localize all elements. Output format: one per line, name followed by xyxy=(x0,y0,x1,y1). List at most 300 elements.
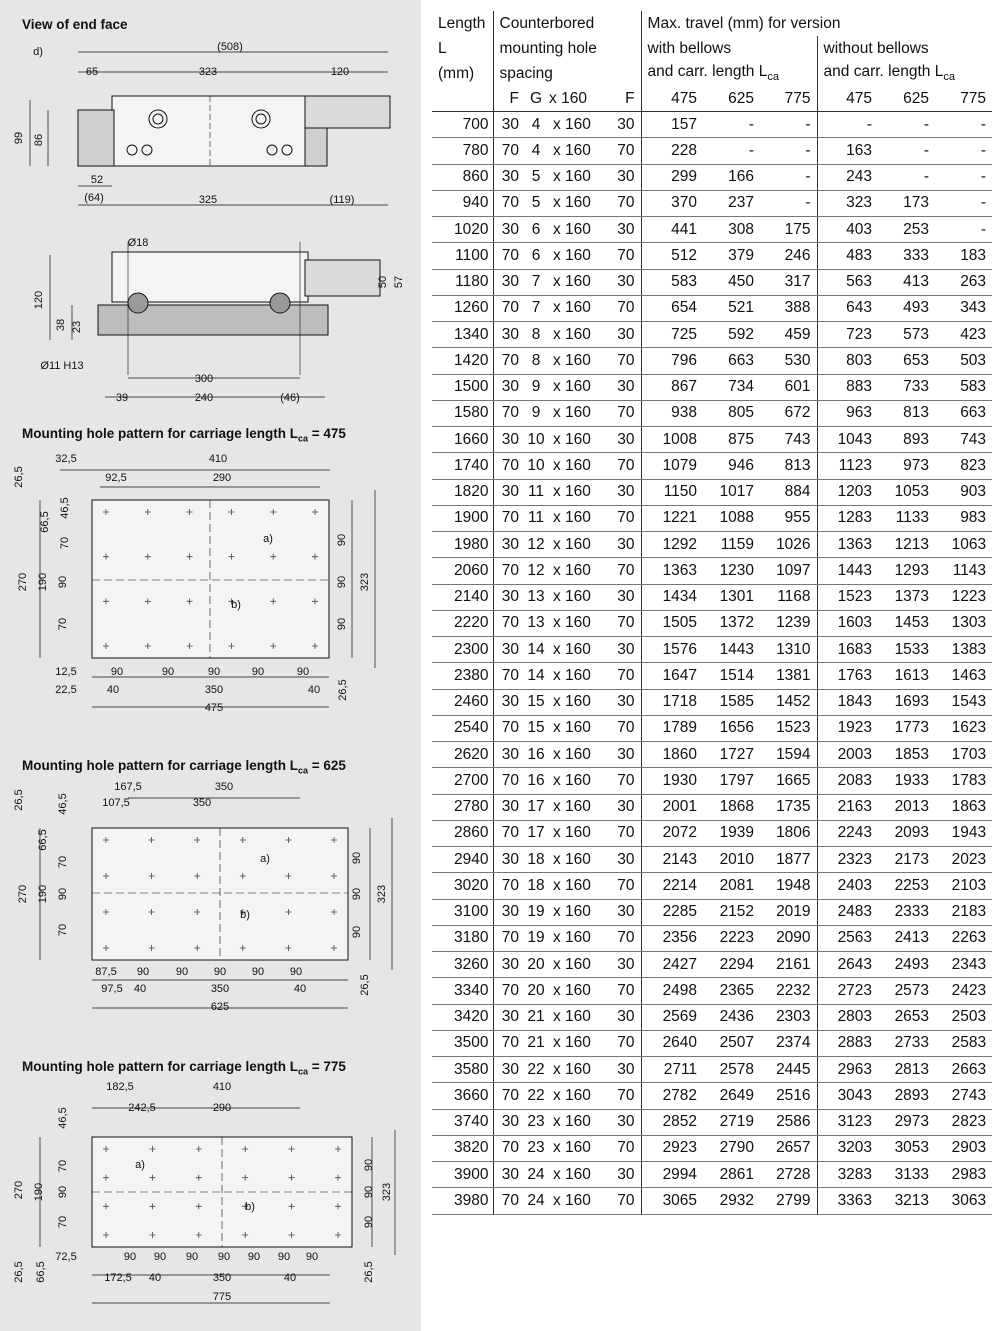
cell: 2081 xyxy=(703,873,760,899)
dimension-label: 70 xyxy=(57,923,69,937)
cell: 1948 xyxy=(760,873,817,899)
cell: 30 xyxy=(589,1057,641,1083)
cell: 2963 xyxy=(817,1057,878,1083)
dimension-label: 350 xyxy=(210,983,230,995)
dimension-label: 90 xyxy=(57,887,69,901)
hdr-spacing-3: spacing xyxy=(493,61,641,86)
cell: 2001 xyxy=(641,794,703,820)
cell: 663 xyxy=(703,348,760,374)
cell: 30 xyxy=(493,1162,525,1188)
dimension-label: 26,5 xyxy=(13,789,25,811)
table-row xyxy=(432,768,992,794)
cell: 2507 xyxy=(703,1030,760,1056)
cell: 1420 xyxy=(432,348,493,374)
cell: 1900 xyxy=(432,505,493,531)
cell: 2799 xyxy=(760,1188,817,1214)
table-row xyxy=(432,1188,992,1214)
cell: 70 xyxy=(493,190,525,216)
cell: x 160 xyxy=(547,427,589,453)
cell: 2852 xyxy=(641,1109,703,1135)
cell: 2860 xyxy=(432,820,493,846)
cell: 30 xyxy=(589,479,641,505)
cell: 459 xyxy=(760,322,817,348)
table-row xyxy=(432,1083,992,1109)
cell: 70 xyxy=(493,1135,525,1161)
cell: 3820 xyxy=(432,1135,493,1161)
cell: - xyxy=(878,164,935,190)
cell: 30 xyxy=(589,427,641,453)
dimension-label: d) xyxy=(33,46,43,58)
dimension-label: 40 xyxy=(283,1272,297,1284)
cell: 1363 xyxy=(817,532,878,558)
dimension-label: 350 xyxy=(214,781,234,793)
cell: 1230 xyxy=(703,558,760,584)
dimension-label: 97,5 xyxy=(101,983,123,995)
table-row xyxy=(432,925,992,951)
dimension-label: 66,5 xyxy=(35,1261,47,1283)
cell: 2365 xyxy=(703,978,760,1004)
cell: 11 xyxy=(525,479,547,505)
cell: x 160 xyxy=(547,1162,589,1188)
cell: 237 xyxy=(703,190,760,216)
cell: 1939 xyxy=(703,820,760,846)
cell: 2711 xyxy=(641,1057,703,1083)
cell: 2003 xyxy=(817,742,878,768)
pattern-475-title: Mounting hole pattern for carriage length $L_{ca} = 475$ xyxy=(22,426,346,444)
hdr-G: G xyxy=(525,86,547,112)
cell: 1980 xyxy=(432,532,493,558)
cell: 2060 xyxy=(432,558,493,584)
cell: 317 xyxy=(760,269,817,295)
cell: 8 xyxy=(525,322,547,348)
dimension-label: 92,5 xyxy=(105,472,127,484)
table-row xyxy=(432,558,992,584)
dimension-label: 90 xyxy=(207,666,221,678)
cell: x 160 xyxy=(547,663,589,689)
cell: 1303 xyxy=(935,610,992,636)
dimension-label: b) xyxy=(245,1201,255,1213)
dimension-label: a) xyxy=(263,533,273,545)
cell: 1543 xyxy=(935,689,992,715)
cell: 2323 xyxy=(817,847,878,873)
cell: 70 xyxy=(493,873,525,899)
cell: 1017 xyxy=(703,479,760,505)
table-row xyxy=(432,637,992,663)
cell: 1943 xyxy=(935,820,992,846)
cell: 14 xyxy=(525,637,547,663)
dimension-label: 410 xyxy=(208,453,228,465)
cell: 963 xyxy=(817,400,878,426)
cell: 450 xyxy=(703,269,760,295)
cell: 30 xyxy=(493,374,525,400)
cell: 2493 xyxy=(878,952,935,978)
cell: 2861 xyxy=(703,1162,760,1188)
cell: 70 xyxy=(589,820,641,846)
cell: 30 xyxy=(589,689,641,715)
cell: 723 xyxy=(817,322,878,348)
cell: 1853 xyxy=(878,742,935,768)
dimension-label: (64) xyxy=(84,192,104,204)
cell: 388 xyxy=(760,295,817,321)
cell: 70 xyxy=(589,1188,641,1214)
cell: 2140 xyxy=(432,584,493,610)
cell: x 160 xyxy=(547,1030,589,1056)
dimension-label: 86 xyxy=(33,133,45,147)
hdr-carr-length-without: and carr. length $L_{ca}$ xyxy=(817,61,992,86)
cell: 1100 xyxy=(432,243,493,269)
cell: 1797 xyxy=(703,768,760,794)
dimension-label: 90 xyxy=(251,666,265,678)
dimension-label: 50 xyxy=(377,275,389,289)
cell: 24 xyxy=(525,1188,547,1214)
cell: 5 xyxy=(525,190,547,216)
cell: 2983 xyxy=(935,1162,992,1188)
cell: 70 xyxy=(589,1135,641,1161)
hdr-x160: x 160 xyxy=(547,86,589,112)
cell: 2640 xyxy=(641,1030,703,1056)
cell: 1434 xyxy=(641,584,703,610)
cell: 1505 xyxy=(641,610,703,636)
cell: x 160 xyxy=(547,348,589,374)
cell: 2503 xyxy=(935,1004,992,1030)
cell: 1079 xyxy=(641,453,703,479)
cell: 938 xyxy=(641,400,703,426)
cell: 30 xyxy=(589,1109,641,1135)
dimension-label: 270 xyxy=(17,884,29,904)
cell: 601 xyxy=(760,374,817,400)
cell: 2883 xyxy=(817,1030,878,1056)
cell: x 160 xyxy=(547,505,589,531)
cell: 2232 xyxy=(760,978,817,1004)
dimension-label: 90 xyxy=(123,1251,137,1263)
cell: 725 xyxy=(641,322,703,348)
cell: 70 xyxy=(589,505,641,531)
cell: 1213 xyxy=(878,532,935,558)
dimension-label: 57 xyxy=(393,275,405,289)
table-row xyxy=(432,820,992,846)
dimension-label: 66,5 xyxy=(37,829,49,851)
cell: 1523 xyxy=(817,584,878,610)
cell: 18 xyxy=(525,847,547,873)
dimension-label: 323 xyxy=(381,1182,393,1202)
cell: 22 xyxy=(525,1083,547,1109)
dimension-label: 90 xyxy=(136,966,150,978)
cell: 796 xyxy=(641,348,703,374)
dimension-label: 87,5 xyxy=(95,966,117,978)
table-row xyxy=(432,1109,992,1135)
cell: 70 xyxy=(589,873,641,899)
cell: 884 xyxy=(760,479,817,505)
dimension-label: 120 xyxy=(33,290,45,310)
cell: 70 xyxy=(589,190,641,216)
cell: 30 xyxy=(493,899,525,925)
dimension-label: 90 xyxy=(296,666,310,678)
table-row xyxy=(432,217,992,243)
cell: 1292 xyxy=(641,532,703,558)
hdr-without-bellows: without bellows xyxy=(817,36,992,61)
cell: 780 xyxy=(432,138,493,164)
cell: 563 xyxy=(817,269,878,295)
hdr-len-475-b: 475 xyxy=(817,86,878,112)
dimension-label: 40 xyxy=(133,983,147,995)
cell: 5 xyxy=(525,164,547,190)
cell: x 160 xyxy=(547,164,589,190)
dimension-label: 65 xyxy=(85,66,99,78)
cell: 2343 xyxy=(935,952,992,978)
cell: 30 xyxy=(589,637,641,663)
cell: 323 xyxy=(817,190,878,216)
cell: 2583 xyxy=(935,1030,992,1056)
cell: 30 xyxy=(493,532,525,558)
cell: 30 xyxy=(589,742,641,768)
cell: 30 xyxy=(493,217,525,243)
cell: x 160 xyxy=(547,584,589,610)
cell: 70 xyxy=(493,715,525,741)
table-row xyxy=(432,295,992,321)
cell: 2173 xyxy=(878,847,935,873)
cell: 7 xyxy=(525,295,547,321)
cell: x 160 xyxy=(547,269,589,295)
dimension-label: 300 xyxy=(194,373,214,385)
cell: 530 xyxy=(760,348,817,374)
cell: 3043 xyxy=(817,1083,878,1109)
cell: 10 xyxy=(525,427,547,453)
cell: 1868 xyxy=(703,794,760,820)
cell: x 160 xyxy=(547,400,589,426)
cell: - xyxy=(935,217,992,243)
dimension-label: 323 xyxy=(198,66,218,78)
cell: x 160 xyxy=(547,820,589,846)
dimension-label: 38 xyxy=(55,318,67,332)
cell: 512 xyxy=(641,243,703,269)
cell: 70 xyxy=(589,295,641,321)
hdr-F2: F xyxy=(589,86,641,112)
cell: 2010 xyxy=(703,847,760,873)
hdr-len-775-a: 775 xyxy=(760,86,817,112)
cell: 30 xyxy=(493,689,525,715)
cell: x 160 xyxy=(547,952,589,978)
cell: 70 xyxy=(493,453,525,479)
cell: x 160 xyxy=(547,899,589,925)
cell: 1020 xyxy=(432,217,493,243)
cell: 30 xyxy=(589,217,641,243)
cell: 583 xyxy=(935,374,992,400)
cell: 1533 xyxy=(878,637,935,663)
cell: 2723 xyxy=(817,978,878,1004)
cell: 2263 xyxy=(935,925,992,951)
dimension-label: 12,5 xyxy=(55,666,77,678)
dimension-label: 350 xyxy=(212,1272,232,1284)
cell: 1026 xyxy=(760,532,817,558)
hdr-len-625-a: 625 xyxy=(703,86,760,112)
cell: 30 xyxy=(493,1057,525,1083)
cell: 2072 xyxy=(641,820,703,846)
cell: x 160 xyxy=(547,742,589,768)
cell: - xyxy=(703,112,760,138)
dimension-label: 90 xyxy=(247,1251,261,1263)
cell: 2333 xyxy=(878,899,935,925)
cell: 70 xyxy=(589,768,641,794)
cell: 1727 xyxy=(703,742,760,768)
dimension-label: 90 xyxy=(305,1251,319,1263)
table-row xyxy=(432,427,992,453)
hdr-spacing-1: Counterbored xyxy=(493,11,641,36)
cell: 173 xyxy=(878,190,935,216)
cell: 2563 xyxy=(817,925,878,951)
dimension-label: 172,5 xyxy=(104,1272,132,1284)
cell: 2653 xyxy=(878,1004,935,1030)
pattern-775-title: Mounting hole pattern for carriage length $L_{ca} = 775$ xyxy=(22,1059,346,1077)
cell: 1133 xyxy=(878,505,935,531)
dimension-label: 90 xyxy=(251,966,265,978)
cell: 1843 xyxy=(817,689,878,715)
cell: 30 xyxy=(493,112,525,138)
cell: 70 xyxy=(493,348,525,374)
cell: 2183 xyxy=(935,899,992,925)
table-row xyxy=(432,112,992,138)
cell: - xyxy=(935,138,992,164)
cell: 3363 xyxy=(817,1188,878,1214)
cell: 1773 xyxy=(878,715,935,741)
cell: 2483 xyxy=(817,899,878,925)
dimension-label: 32,5 xyxy=(55,453,77,465)
cell: 2663 xyxy=(935,1057,992,1083)
dimension-label: 270 xyxy=(13,1180,25,1200)
cell: 1580 xyxy=(432,400,493,426)
cell: 1613 xyxy=(878,663,935,689)
cell: 30 xyxy=(493,164,525,190)
hdr-length-2: L xyxy=(438,39,447,57)
cell: 23 xyxy=(525,1109,547,1135)
cell: 12 xyxy=(525,558,547,584)
cell: 20 xyxy=(525,978,547,1004)
cell: 2782 xyxy=(641,1083,703,1109)
cell: 70 xyxy=(589,558,641,584)
table-row xyxy=(432,1135,992,1161)
dimension-label: 46,5 xyxy=(59,497,71,519)
cell: 16 xyxy=(525,768,547,794)
cell: x 160 xyxy=(547,479,589,505)
cell: 2932 xyxy=(703,1188,760,1214)
cell: 592 xyxy=(703,322,760,348)
cell: x 160 xyxy=(547,558,589,584)
cell: 2733 xyxy=(878,1030,935,1056)
cell: 6 xyxy=(525,217,547,243)
cell: 70 xyxy=(493,768,525,794)
cell: 70 xyxy=(493,978,525,1004)
cell: 70 xyxy=(493,295,525,321)
dimension-label: 90 xyxy=(110,666,124,678)
dimension-label: Ø11 H13 xyxy=(40,360,84,372)
cell: 1783 xyxy=(935,768,992,794)
dimension-label: a) xyxy=(260,853,270,865)
cell: 1088 xyxy=(703,505,760,531)
cell: 4 xyxy=(525,112,547,138)
cell: - xyxy=(935,112,992,138)
cell: 2573 xyxy=(878,978,935,1004)
cell: 2903 xyxy=(935,1135,992,1161)
table-row xyxy=(432,689,992,715)
cell: 13 xyxy=(525,584,547,610)
cell: 860 xyxy=(432,164,493,190)
cell: 228 xyxy=(641,138,703,164)
dimension-label: 90 xyxy=(351,925,363,939)
cell: 3065 xyxy=(641,1188,703,1214)
cell: 643 xyxy=(817,295,878,321)
cell: 573 xyxy=(878,322,935,348)
cell: 12 xyxy=(525,532,547,558)
cell: 2427 xyxy=(641,952,703,978)
dimension-label: 70 xyxy=(57,1159,69,1173)
cell: 7 xyxy=(525,269,547,295)
dimension-label: 90 xyxy=(351,851,363,865)
cell: 1585 xyxy=(703,689,760,715)
table-row xyxy=(432,190,992,216)
cell: 166 xyxy=(703,164,760,190)
dimension-label: 350 xyxy=(204,684,224,696)
dimension-label: 70 xyxy=(57,1215,69,1229)
cell: 813 xyxy=(760,453,817,479)
cell: 3133 xyxy=(878,1162,935,1188)
cell: 1452 xyxy=(760,689,817,715)
dimension-label: 475 xyxy=(204,702,224,714)
cell: x 160 xyxy=(547,1109,589,1135)
cell: 70 xyxy=(589,453,641,479)
cell: 1443 xyxy=(703,637,760,663)
technical-drawings xyxy=(0,0,421,1331)
table-row xyxy=(432,164,992,190)
cell: 3180 xyxy=(432,925,493,951)
cell: 1740 xyxy=(432,453,493,479)
cell: 3420 xyxy=(432,1004,493,1030)
cell: 70 xyxy=(493,138,525,164)
cell: 973 xyxy=(878,453,935,479)
cell: 1603 xyxy=(817,610,878,636)
hdr-len-475-a: 475 xyxy=(641,86,703,112)
cell: 1260 xyxy=(432,295,493,321)
cell: 3100 xyxy=(432,899,493,925)
table-row xyxy=(432,978,992,1004)
cell: x 160 xyxy=(547,453,589,479)
cell: x 160 xyxy=(547,978,589,1004)
dimension-label: 70 xyxy=(57,617,69,631)
hdr-carr-length-with: and carr. length $L_{ca}$ xyxy=(641,61,817,86)
table-row xyxy=(432,138,992,164)
cell: 823 xyxy=(935,453,992,479)
table-row xyxy=(432,1057,992,1083)
hdr-with-bellows: with bellows xyxy=(641,36,817,61)
dimension-label: 52 xyxy=(90,174,104,186)
cell: 30 xyxy=(493,847,525,873)
dimension-label: 70 xyxy=(59,536,71,550)
cell: 30 xyxy=(493,584,525,610)
cell: 2940 xyxy=(432,847,493,873)
cell: 20 xyxy=(525,952,547,978)
table-row xyxy=(432,322,992,348)
cell: 1443 xyxy=(817,558,878,584)
cell: 1310 xyxy=(760,637,817,663)
cell: 4 xyxy=(525,138,547,164)
cell: 70 xyxy=(589,243,641,269)
cell: 70 xyxy=(493,1030,525,1056)
dimension-label: a) xyxy=(135,1159,145,1171)
cell: - xyxy=(878,138,935,164)
cell: 1150 xyxy=(641,479,703,505)
cell: 1221 xyxy=(641,505,703,531)
dimension-label: 290 xyxy=(212,472,232,484)
dimension-label: (508) xyxy=(217,41,243,53)
cell: 1223 xyxy=(935,584,992,610)
